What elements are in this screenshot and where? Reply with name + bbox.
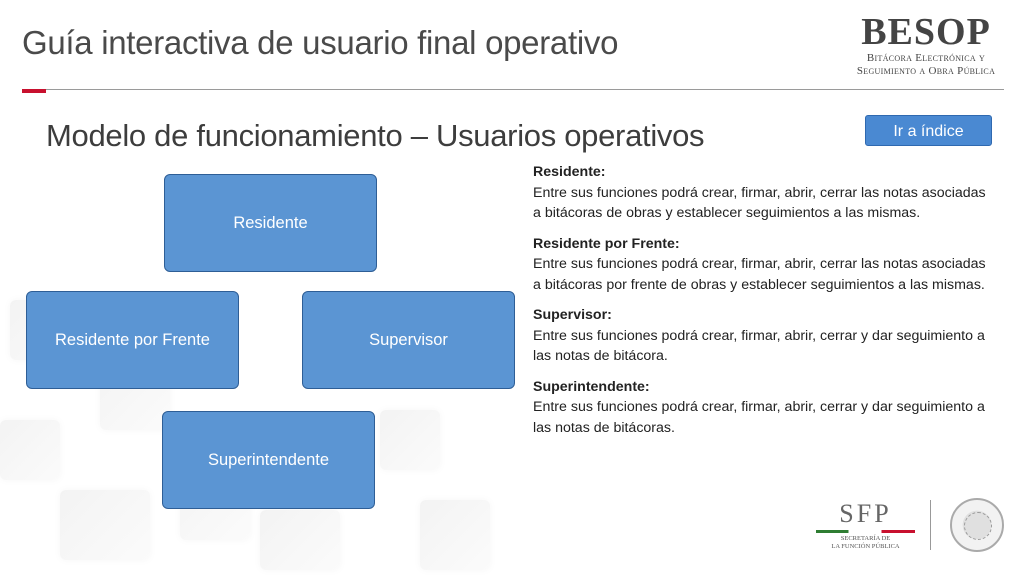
role-box-superintendente[interactable] bbox=[162, 411, 375, 509]
footer-divider bbox=[930, 500, 931, 550]
sfp-flag-stripe bbox=[816, 530, 915, 533]
role-descriptions bbox=[533, 162, 993, 448]
header-title: Guía interactiva de usuario final operativo bbox=[22, 24, 619, 61]
description-title: Superintendente: bbox=[533, 378, 650, 395]
logo-text: BESOP bbox=[861, 11, 991, 53]
sfp-logo bbox=[808, 500, 923, 551]
role-label: Residente bbox=[233, 213, 308, 232]
national-seal-icon bbox=[950, 498, 1004, 552]
description-residente bbox=[533, 162, 993, 224]
role-label: Superintendente bbox=[207, 450, 330, 469]
role-box-residente-por-frente[interactable] bbox=[26, 291, 239, 389]
description-text: Entre sus funciones podrá crear, firmar, abrir, cerrar las notas asociadas a bitácoras por frente de obras y establecer seguimientos a las mismas. bbox=[533, 256, 986, 293]
role-box-supervisor[interactable] bbox=[302, 291, 515, 389]
description-title: Residente por Frente: bbox=[533, 235, 680, 252]
header-accent-bar bbox=[22, 89, 46, 93]
header-divider bbox=[22, 89, 1004, 90]
role-box-residente[interactable] bbox=[164, 174, 377, 272]
seal-inner-ring bbox=[964, 512, 992, 540]
description-text: Entre sus funciones podrá crear, firmar, abrir, cerrar las notas asociadas a bitácoras de obras y establecer seguimientos a las mismas. bbox=[533, 184, 986, 221]
description-residente-por-frente bbox=[533, 234, 993, 296]
description-title: Residente: bbox=[533, 164, 606, 180]
description-title: Supervisor: bbox=[533, 307, 612, 323]
page-title: Modelo de funcionamiento – Usuarios operativos bbox=[46, 118, 705, 153]
sfp-subtitle-line2: LA FUNCIÓN PÚBLICA bbox=[831, 543, 900, 550]
description-superintendente bbox=[533, 377, 993, 439]
role-label: Supervisor bbox=[369, 330, 448, 349]
logo-subtitle-line2: Seguimiento a Obra Pública bbox=[856, 65, 996, 77]
role-label: Residente por Frente bbox=[54, 330, 210, 349]
logo-subtitle-line1: Bitácora Electrónica y bbox=[866, 52, 986, 64]
description-text: Entre sus funciones podrá crear, firmar, abrir, cerrar y dar seguimiento a las notas de bitácora. bbox=[533, 327, 985, 364]
sfp-logo-text: SFP bbox=[839, 499, 892, 528]
go-to-index-button[interactable]: Ir a índice bbox=[865, 115, 992, 146]
description-text: Entre sus funciones podrá crear, firmar, abrir, cerrar y dar seguimiento a las notas de bitácoras. bbox=[533, 399, 985, 436]
description-supervisor bbox=[533, 305, 993, 367]
sfp-subtitle-line1: SECRETARÍA DE bbox=[840, 535, 891, 542]
besop-logo bbox=[846, 12, 1006, 78]
